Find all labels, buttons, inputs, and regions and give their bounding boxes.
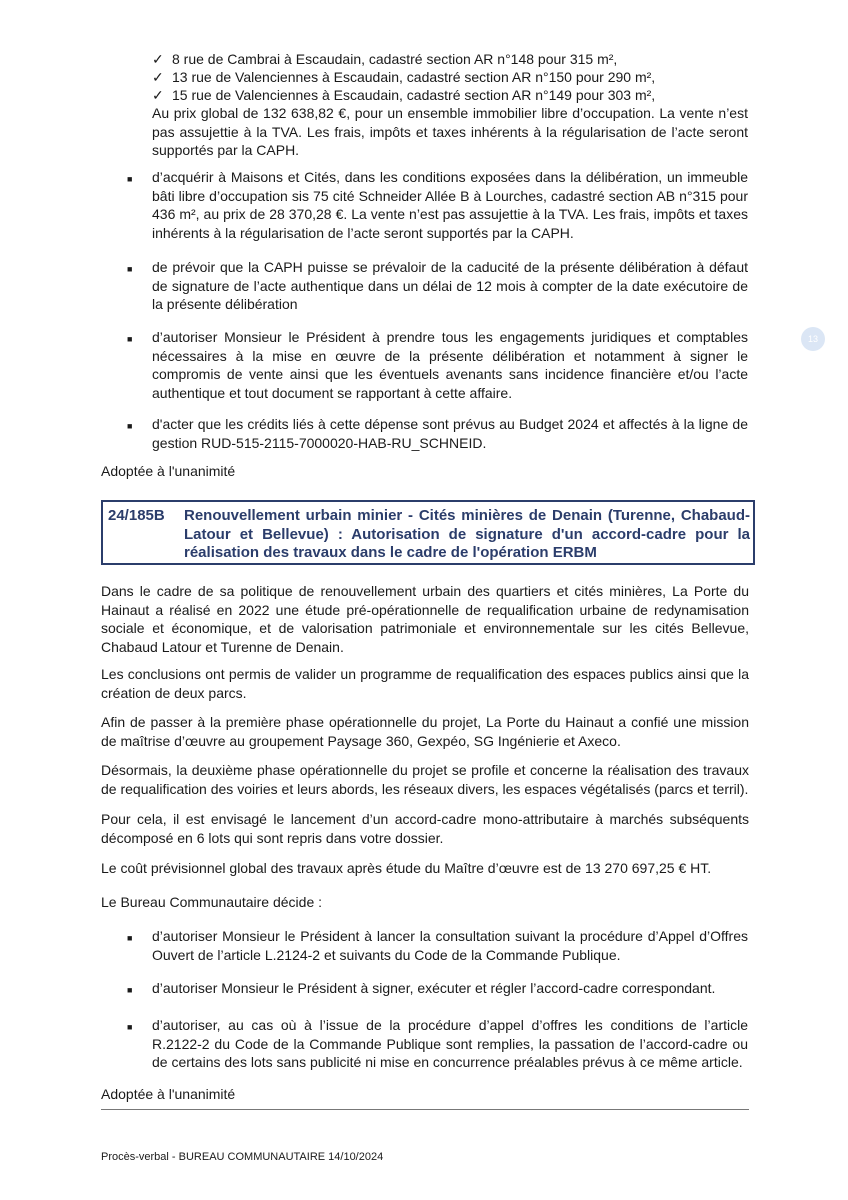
parcel-checklist bbox=[152, 50, 752, 104]
decision-bullet-text: d’autoriser Monsieur le Président à signer, exécuter et régler l’accord-cadre correspondant. bbox=[152, 980, 716, 996]
section-title-box bbox=[101, 500, 755, 565]
check-icon: ✓ bbox=[152, 87, 164, 103]
bullet-icon: ■ bbox=[127, 264, 133, 274]
bullet-icon: ■ bbox=[127, 334, 133, 344]
checklist-item: ✓ 13 rue de Valenciennes à Escaudain, cadastré section AR n°150 pour 290 m², bbox=[152, 69, 656, 85]
footer-divider bbox=[101, 1109, 749, 1110]
bullet-icon: ■ bbox=[127, 985, 133, 995]
bullet-icon: ■ bbox=[127, 1022, 133, 1032]
check-icon: ✓ bbox=[152, 69, 164, 85]
decision-bullet-text: d’autoriser Monsieur le Président à prendre tous les engagements juridiques et comptables nécessaires à la mise en œuvre de la présente délibération et notamment à signer le compromis de vente ainsi que les éventuels avenants sans incidence financière et/ou l’acte authentique et tout document se rapportant à cette affaire. bbox=[152, 329, 748, 401]
body-paragraph: Les conclusions ont permis de valider un programme de requalification des espaces publics ainsi que la création de deux parcs. bbox=[101, 666, 749, 701]
check-icon: ✓ bbox=[152, 51, 164, 67]
bullet-icon: ■ bbox=[127, 174, 133, 184]
checklist-item: ✓ 15 rue de Valenciennes à Escaudain, cadastré section AR n°149 pour 303 m², bbox=[152, 87, 656, 103]
decision-bullet-text: d’acquérir à Maisons et Cités, dans les conditions exposées dans la délibération, un immeuble bâti libre d’occupation sis 75 cité Schneider Allée B à Lourches, cadastré section AB n°315 pour 436 m², au prix de 28 370,28 €. La vente n’est pas assujettie à la TVA. Les frais, impôts et taxes inhérents à la régularisation de l’acte seront supportés par la CAPH. bbox=[152, 169, 748, 241]
section-title: Renouvellement urbain minier - Cités minières de Denain (Turenne, Chabaud-Latour et Bellevue) : Autorisation de signature d'un accord-cadre pour la réalisation des travaux dans le cadre de l'opération ERBM bbox=[184, 507, 750, 561]
decision-bullet-text: d’autoriser Monsieur le Président à lancer la consultation suivant la procédure d’Appel d’Offres Ouvert de l’article L.2124-2 et suivants du Code de la Commande Publique. bbox=[152, 928, 748, 963]
body-paragraph: Pour cela, il est envisagé le lancement d’un accord-cadre mono-attributaire à marchés subséquents décomposé en 6 lots qui sont repris dans votre dossier. bbox=[101, 811, 749, 846]
page-number-badge: 13 bbox=[801, 327, 825, 351]
decision-bullet-text: de prévoir que la CAPH puisse se prévaloir de la caducité de la présente délibération à défaut de signature de l’acte authentique dans un délai de 12 mois à compter de la date exécutoire de la présente délibération bbox=[152, 259, 748, 312]
body-paragraph: Désormais, la deuxième phase opérationnelle du projet se profile et concerne la réalisation des travaux de requalification des voiries et leurs abords, les réseaux divers, les espaces végétalisés (parcs et terril). bbox=[101, 762, 749, 797]
checklist-item: ✓ 8 rue de Cambrai à Escaudain, cadastré section AR n°148 pour 315 m², bbox=[152, 51, 618, 67]
body-paragraph: Afin de passer à la première phase opérationnelle du projet, La Porte du Hainaut a confié une mission de maîtrise d’œuvre au groupement Paysage 360, Gexpéo, SG Ingénierie et Axeco. bbox=[101, 714, 749, 749]
bullet-icon: ■ bbox=[127, 933, 133, 943]
adoption-status: Adoptée à l'unanimité bbox=[101, 463, 236, 479]
section-number: 24/185B bbox=[108, 507, 165, 524]
body-paragraph: Le coût prévisionnel global des travaux après étude du Maître d’œuvre est de 13 270 697,25 € HT. bbox=[101, 860, 712, 876]
decision-bullet-text: d'acter que les crédits liés à cette dépense sont prévus au Budget 2024 et affectés à la ligne de gestion RUD-515-2115-7000020-HAB-RU_SCHNEID. bbox=[152, 416, 748, 451]
bullet-icon: ■ bbox=[127, 421, 133, 431]
body-paragraph: Le Bureau Communautaire décide : bbox=[101, 894, 323, 910]
price-paragraph: Au prix global de 132 638,82 €, pour un ensemble immobilier libre d’occupation. La vente n’est pas assujettie à la TVA. Les frais, impôts et taxes inhérents à la régularisation de l’acte seront supportés par la CAPH. bbox=[152, 105, 748, 158]
body-paragraph: Dans le cadre de sa politique de renouvellement urbain des quartiers et cités minières, La Porte du Hainaut a réalisé en 2022 une étude pré-opérationnelle de requalification urbaine de redynamisation sociale et économique, et de valorisation patrimoniale et environnementale sur les cités Bellevue, Chabaud Latour et Turenne de Denain. bbox=[101, 583, 749, 655]
decision-bullet-text: d’autoriser, au cas où à l’issue de la procédure d’appel d’offres les conditions de l’article R.2122-2 du Code de la Commande Publique sont remplies, la passation de l’accord-cadre ou de certains des lots sans publicité ni mise en concurrence préalables prévus à ce même article. bbox=[152, 1017, 748, 1070]
page-footer: Procès-verbal - BUREAU COMMUNAUTAIRE 14/10/2024 bbox=[101, 1151, 384, 1163]
adoption-status: Adoptée à l'unanimité bbox=[101, 1086, 236, 1102]
